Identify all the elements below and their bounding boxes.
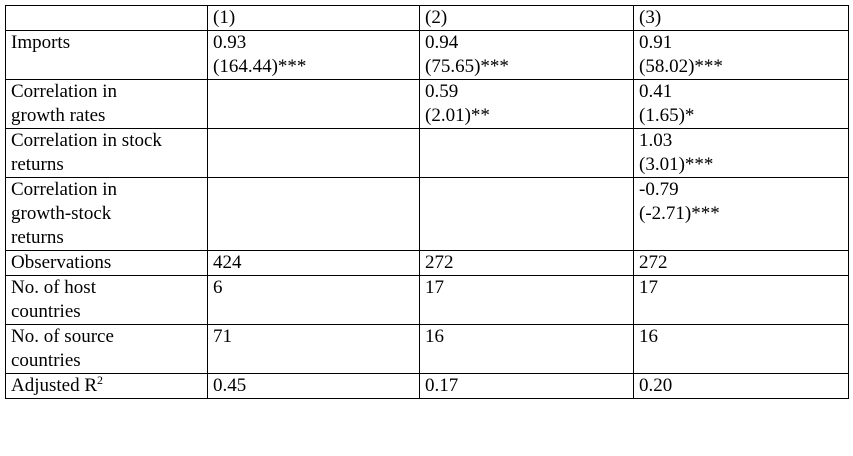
cell-value: 71 <box>213 326 232 347</box>
row-label <box>6 276 208 325</box>
t-statistic: (58.02)*** <box>639 56 723 77</box>
t-statistic: (164.44)*** <box>213 56 307 77</box>
table-cell <box>420 276 634 325</box>
table-row <box>6 276 849 325</box>
header-cell-col3: (3) <box>634 6 849 31</box>
table-cell <box>208 31 420 80</box>
t-statistic: (75.65)*** <box>425 56 509 77</box>
coefficient: 0.91 <box>639 32 673 53</box>
header-cell-blank <box>6 6 208 31</box>
table-cell <box>420 80 634 129</box>
regression-table <box>5 5 849 399</box>
row-label <box>6 325 208 374</box>
table-cell <box>634 251 849 276</box>
adjusted-r-label: Adjusted R <box>11 375 98 396</box>
coefficient: 0.59 <box>425 81 459 102</box>
cell-value: 272 <box>425 252 454 273</box>
row-label-line: No. of host <box>11 277 96 298</box>
row-label-line: growth-stock <box>11 203 112 224</box>
header-row <box>6 6 849 31</box>
row-label <box>6 251 208 276</box>
t-statistic: (1.65)* <box>639 105 695 126</box>
table-cell <box>420 325 634 374</box>
row-label-line: Correlation in <box>11 81 118 102</box>
cell-value: 17 <box>425 277 444 298</box>
table-cell <box>634 374 849 399</box>
table-cell <box>634 325 849 374</box>
table-cell-empty <box>420 178 634 251</box>
cell-value: 16 <box>425 326 444 347</box>
row-label-line: countries <box>11 350 81 371</box>
row-label-line: No. of source <box>11 326 114 347</box>
row-label <box>6 374 208 399</box>
table-row <box>6 251 849 276</box>
table-row <box>6 129 849 178</box>
table-cell-empty <box>420 129 634 178</box>
header-cell-col2: (2) <box>420 6 634 31</box>
t-statistic: (2.01)** <box>425 105 490 126</box>
table-row <box>6 325 849 374</box>
header-cell-col1: (1) <box>208 6 420 31</box>
cell-value: 0.17 <box>425 375 459 396</box>
coefficient: 0.94 <box>425 32 459 53</box>
table-cell <box>420 31 634 80</box>
cell-value: 0.45 <box>213 375 247 396</box>
table-cell <box>634 129 849 178</box>
table-cell-empty <box>208 129 420 178</box>
row-label-line <box>11 374 207 398</box>
cell-value: 6 <box>213 277 223 298</box>
t-statistic: (3.01)*** <box>639 154 714 175</box>
table-row <box>6 80 849 129</box>
row-label-line: countries <box>11 301 81 322</box>
table-cell <box>634 178 849 251</box>
table-row <box>6 31 849 80</box>
table-cell <box>208 276 420 325</box>
cell-value: 16 <box>639 326 658 347</box>
table-cell <box>634 276 849 325</box>
cell-value: 424 <box>213 252 242 273</box>
cell-value: 17 <box>639 277 658 298</box>
table-cell <box>420 251 634 276</box>
table-cell <box>208 374 420 399</box>
coefficient: 1.03 <box>639 130 673 151</box>
row-label <box>6 80 208 129</box>
row-label-line: Correlation in <box>11 179 118 200</box>
row-label-line: returns <box>11 154 64 175</box>
table-cell <box>634 80 849 129</box>
table-cell <box>420 374 634 399</box>
row-label-line: growth rates <box>11 105 106 126</box>
row-label <box>6 178 208 251</box>
row-label <box>6 129 208 178</box>
row-label-line: Correlation in stock <box>11 130 162 151</box>
row-label-line: Imports <box>11 32 71 53</box>
row-label-line: Observations <box>11 252 112 273</box>
cell-value: 272 <box>639 252 668 273</box>
table-row <box>6 178 849 251</box>
coefficient: 0.93 <box>213 32 247 53</box>
table-cell <box>634 31 849 80</box>
table-cell-empty <box>208 178 420 251</box>
coefficient: 0.41 <box>639 81 673 102</box>
row-label-line: returns <box>11 227 64 248</box>
coefficient: -0.79 <box>639 179 679 200</box>
squared-superscript: 2 <box>97 373 104 387</box>
table-cell <box>208 325 420 374</box>
t-statistic: (-2.71)*** <box>639 203 720 224</box>
cell-value: 0.20 <box>639 375 673 396</box>
table-cell <box>208 251 420 276</box>
table-cell-empty <box>208 80 420 129</box>
row-label <box>6 31 208 80</box>
table-row <box>6 374 849 399</box>
